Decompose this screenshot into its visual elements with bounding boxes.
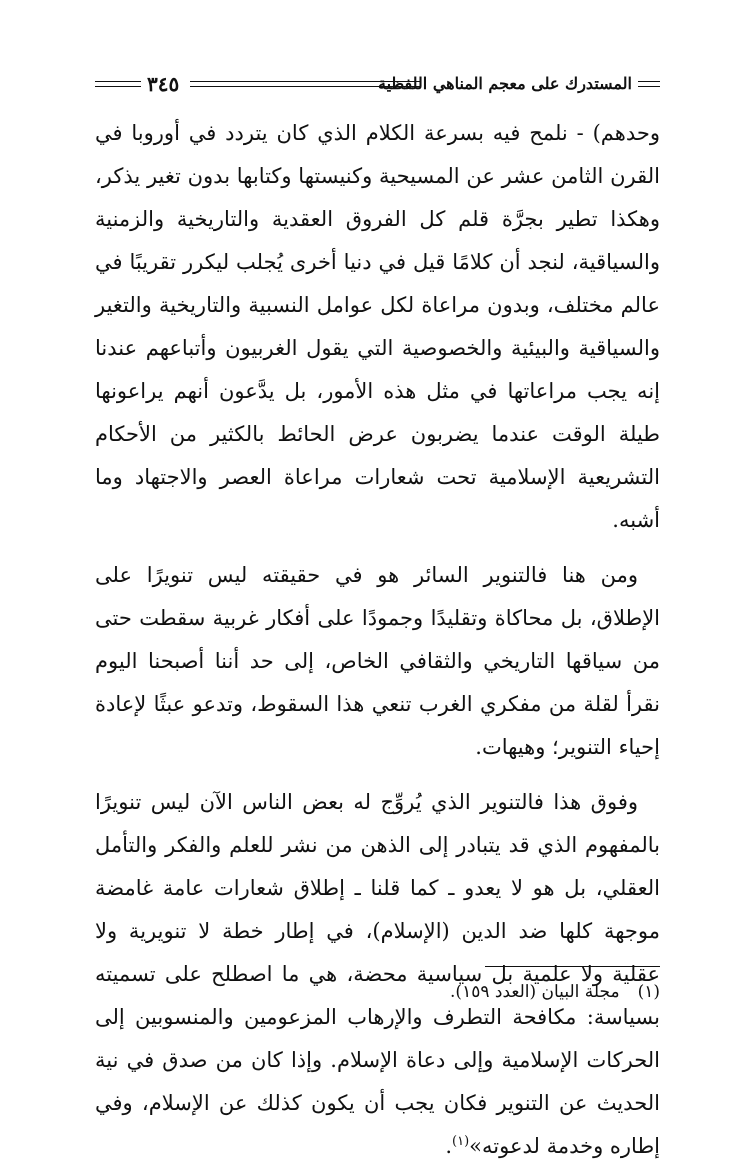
running-header: [95, 70, 660, 98]
main-text: [95, 112, 660, 1168]
header-rule-left: [95, 81, 141, 87]
page-number: ٣٤٥: [147, 72, 180, 96]
footnote-separator: [485, 966, 660, 967]
footnote-1: [95, 978, 660, 1006]
paragraph-2: ومن هنا فالتنوير السائر هو في حقيقته ليس تنويرًا على الإطلاق، بل محاكاة وتقليدًا وجمودًا على أفكار غربية سقطت حتى من سياقها التاريخي والثقافي الخاص، إلى حد أننا أصبحنا اليوم نقرأ لقلة من مفكري الغرب تنعي هذا السقوط، وتدعو عبثًا لإعادة إحياء التنوير؛ وهيهات.: [95, 563, 660, 759]
paragraph-3-text: وفوق هذا فالتنوير الذي يُروِّج له بعض الناس الآن ليس تنويرًا بالمفهوم الذي قد يتبادر إلى الذهن من نشر للعلم والفكر والتأمل العقلي، بل هو لا يعدو ـ كما قلنا ـ إطلاق شعارات عامة غامضة موجهة كلها ضد الدين (الإسلام)، في إطار خطة لا تنويرية ولا عقلية ولا علمية بل سياسية محضة، هي ما اصطلح على تسميته بسياسة: مكافحة التطرف والإرهاب المزعومين والمنسوبين إلى الحركات الإسلامية وإلى دعاة الإسلام. وإذا كان من صدق في نية الحديث عن التنوير فكان يجب أن يكون كذلك عن الإسلام، وفي إطاره وخدمة لدعوته»: [95, 790, 660, 1158]
footnote-reference[interactable]: (١): [452, 1134, 470, 1149]
paragraph-1: وحدهم) - نلمح فيه بسرعة الكلام الذي كان يتردد في أوروبا في القرن الثامن عشر عن المسيحية وكنيستها وكتابها بدون تغير يذكر، وهكذا تطير بجرَّة قلم كل الفروق العقدية والتاريخية والزمنية والسياقية، لنجد أن كلامًا قيل في دنيا أخرى يُجلب ليكرر تقريبًا في عالم مختلف، وبدون مراعاة لكل عوامل النسبية والتاريخية والتغير والسياقية والبيئية والخصوصية التي يقول الغربيون وأتباعهم عندنا إنه يجب مراعاتها في مثل هذه الأمور، بل يدَّعون أنهم يراعونها طيلة الوقت عندما يضربون عرض الحائط بالكثير من الأحكام التشريعية الإسلامية تحت شعارات مراعاة العصر والاجتهاد وما أشبه.: [95, 121, 660, 532]
footnote-number: (١): [637, 982, 660, 1002]
footnote-text: مجلة البيان (العدد ١٥٩).: [450, 982, 620, 1002]
paragraph-3: [95, 781, 660, 1168]
paragraph-3-tail: .: [445, 1134, 452, 1158]
header-title: المستدرك على معجم المناهي اللفظية: [378, 74, 632, 93]
header-rule-middle: [190, 81, 420, 87]
header-rule-right: [638, 81, 660, 87]
